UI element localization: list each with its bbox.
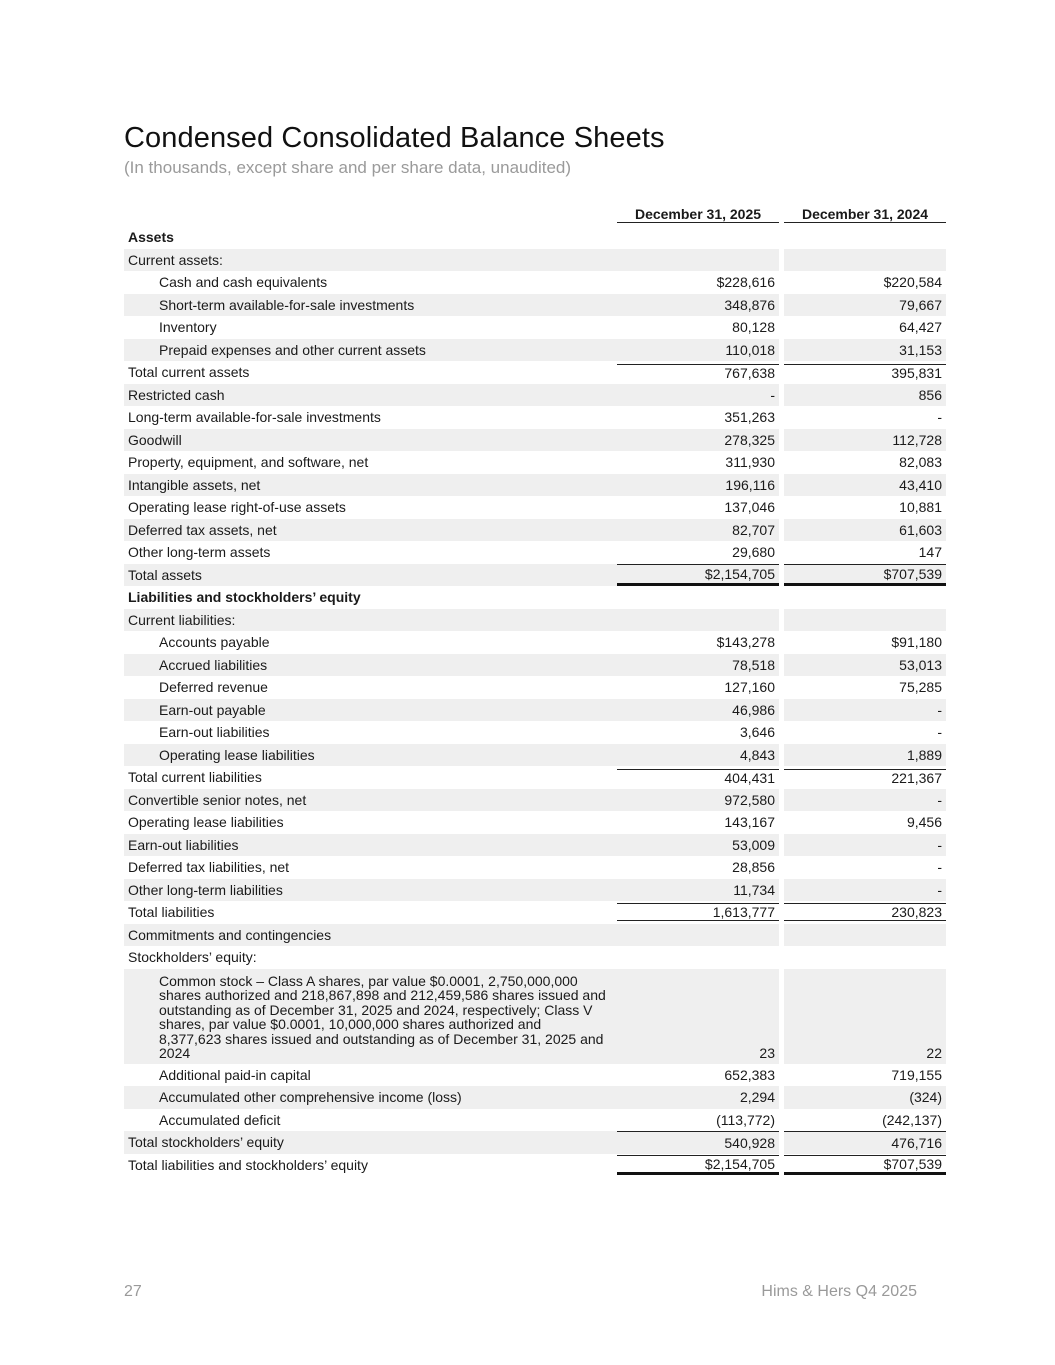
table-row [124,879,950,902]
row-label: Intangible assets, net [124,474,617,497]
footer-brand: Hims & Hers Q4 2025 [761,1283,917,1300]
row-label: Deferred tax liabilities, net [128,859,290,876]
row-label: Restricted cash [124,384,617,407]
row-value-2025: $143,278 [716,634,775,651]
row-label: Total current assets [128,364,250,381]
row-value-2024: - [937,859,942,876]
row-value-2024: 64,427 [899,319,942,336]
table-row [124,946,950,969]
row-value-2025: 143,167 [724,814,775,831]
table-row [124,1086,950,1109]
row-value-2025: 540,928 [617,1131,779,1154]
row-value-2025: 278,325 [617,429,779,452]
row-label: Total liabilities [128,904,215,921]
table-row [124,856,950,879]
row-label: Commitments and contingencies [124,924,617,947]
row-value-2024: 112,728 [784,429,946,452]
table-row [124,1154,950,1177]
row-label: Convertible senior notes, net [124,789,617,812]
row-value-2025: 972,580 [617,789,779,812]
row-value-2024: 43,410 [784,474,946,497]
row-value-2024: 221,367 [784,769,946,786]
row-label: Total current liabilities [128,769,262,786]
row-label: Accumulated deficit [159,1111,281,1128]
row-label: Stockholders’ equity: [128,949,257,966]
row-value-2025: 137,046 [724,499,775,516]
table-row [124,901,950,924]
row-value-2025 [617,249,779,272]
row-value-2025: 404,431 [617,769,779,786]
row-value-2024 [784,249,946,272]
row-value-2024: 82,083 [899,454,942,471]
row-value-2024: 10,881 [899,499,942,516]
page-number: 27 [124,1283,142,1300]
row-value-2025: $2,154,705 [617,1155,779,1175]
row-value-2024: 476,716 [784,1131,946,1154]
table-row [124,496,950,519]
row-label: Operating lease right-of-use assets [128,499,346,516]
row-value-2025: 652,383 [724,1066,775,1083]
row-label: Other long-term assets [128,544,271,561]
row-value-2025 [617,609,779,632]
row-value-2025 [617,924,779,947]
row-value-2024: $91,180 [891,634,942,651]
row-value-2025: - [617,384,779,407]
column-header-2024: December 31, 2024 [784,206,946,223]
row-value-2025: 23 [617,969,779,1064]
table-row [124,294,950,317]
row-value-2024: 230,823 [784,903,946,921]
table-row [124,924,950,947]
table-row [124,361,950,384]
row-value-2025: 311,930 [725,454,775,471]
row-value-2024: (324) [784,1086,946,1109]
table-row [124,766,950,789]
row-label: Operating lease liabilities [124,744,617,767]
table-row [124,1064,950,1087]
table-row [124,699,950,722]
table-row [124,609,950,632]
row-label: Cash and cash equivalents [159,274,328,291]
row-value-2024: 53,013 [784,654,946,677]
row-value-2024: - [937,724,942,741]
row-label: Goodwill [124,429,617,452]
row-value-2025: 11,734 [617,879,779,902]
row-value-2024: $707,539 [784,564,946,587]
row-value-2025: 127,160 [724,679,775,696]
row-value-2025: 2,294 [617,1086,779,1109]
page-subtitle: (In thousands, except share and per share data, unaudited) [124,158,572,177]
row-label: Operating lease liabilities [128,814,284,831]
table-row [124,541,950,564]
table-row [124,811,950,834]
row-value-2024: - [784,879,946,902]
row-label: Current liabilities: [124,609,617,632]
row-value-2025: $228,616 [716,274,775,291]
row-value-2024: 719,155 [891,1066,942,1083]
row-value-2024 [784,609,946,632]
row-value-2025: 4,843 [617,744,779,767]
row-value-2024: $707,539 [784,1155,946,1175]
table-row [124,564,950,587]
row-value-2024: 31,153 [784,339,946,362]
row-value-2024: 9,456 [906,814,942,831]
row-value-2024: 1,889 [784,744,946,767]
row-value-2024: 79,667 [784,294,946,317]
table-row [124,969,950,1064]
row-value-2024: (242,137) [882,1111,942,1128]
page-title: Condensed Consolidated Balance Sheets [124,122,665,154]
row-value-2025: 46,986 [617,699,779,722]
row-label: Deferred tax assets, net [124,519,617,542]
row-value-2025: 110,018 [617,339,779,362]
table-row [124,429,950,452]
row-label: Accounts payable [159,634,270,651]
row-label: Earn-out liabilities [124,834,617,857]
table-header-row [124,202,950,226]
row-label: Total liabilities and stockholders’ equity [128,1156,368,1173]
row-value-2024: - [784,789,946,812]
row-value-2024: - [937,409,942,426]
row-label: Current assets: [124,249,617,272]
column-header-2025: December 31, 2025 [617,206,779,223]
table-row [124,676,950,699]
row-label: Earn-out liabilities [159,724,270,741]
row-value-2024: 22 [784,969,946,1064]
table-row [124,586,950,609]
row-label: Total stockholders’ equity [124,1131,617,1154]
table-row [124,384,950,407]
row-value-2025: 78,518 [617,654,779,677]
table-row [124,226,950,249]
table-row [124,271,950,294]
row-value-2024: - [784,699,946,722]
row-value-2024: $220,584 [883,274,942,291]
row-label: Accumulated other comprehensive income (loss) [124,1086,617,1109]
row-label: Liabilities and stockholders’ equity [128,589,361,606]
row-label: Property, equipment, and software, net [128,454,369,471]
row-label: Other long-term liabilities [124,879,617,902]
table-row [124,744,950,767]
row-value-2025: 1,613,777 [617,903,779,921]
row-value-2024: 61,603 [784,519,946,542]
row-value-2024 [784,924,946,947]
row-label: Accrued liabilities [124,654,617,677]
row-label: Long-term available-for-sale investments [128,409,381,426]
table-row [124,339,950,362]
row-value-2025: (113,772) [716,1111,775,1128]
table-row [124,249,950,272]
table-row [124,1109,950,1132]
row-value-2024: 147 [918,544,942,561]
row-label: Total assets [124,564,617,587]
row-value-2025: 196,116 [617,474,779,497]
row-label: Earn-out payable [124,699,617,722]
row-label: Short-term available-for-sale investments [124,294,617,317]
table-row [124,406,950,429]
row-label: Additional paid-in capital [159,1066,311,1083]
table-row [124,519,950,542]
row-label: Prepaid expenses and other current assets [124,339,617,362]
row-value-2024: 75,285 [899,679,942,696]
row-value-2025: 3,646 [739,724,775,741]
row-label: Assets [128,229,174,246]
row-value-2025: 348,876 [617,294,779,317]
table-row [124,834,950,857]
row-value-2025: 82,707 [617,519,779,542]
row-value-2025: 351,263 [724,409,775,426]
row-value-2024: 856 [784,384,946,407]
row-label: Deferred revenue [159,679,268,696]
balance-sheet-table [124,202,950,1176]
row-value-2025: 53,009 [617,834,779,857]
table-row [124,654,950,677]
table-row [124,721,950,744]
row-value-2024: 395,831 [784,364,946,381]
row-label: Inventory [159,319,217,336]
row-value-2025: 767,638 [617,364,779,381]
table-row [124,789,950,812]
row-value-2025: $2,154,705 [617,564,779,587]
row-value-2025: 80,128 [732,319,775,336]
row-value-2024: - [784,834,946,857]
table-row [124,1131,950,1154]
table-row [124,631,950,654]
row-value-2025: 29,680 [732,544,775,561]
table-row [124,451,950,474]
row-value-2025: 28,856 [732,859,775,876]
table-row [124,474,950,497]
row-label: Common stock – Class A shares, par value $0.0001, 2,750,000,000 shares authorized and 218,867,898 and 212,459,586 shares issued and outstanding as of December 31, 2025 and 2024, respectively; Class V shares, par value $0.0001, 10,000,000 shares authorized and 8,377,623 shares issued and outstanding as of December 31, 2025 and 2024 [124,969,617,1064]
table-row [124,316,950,339]
